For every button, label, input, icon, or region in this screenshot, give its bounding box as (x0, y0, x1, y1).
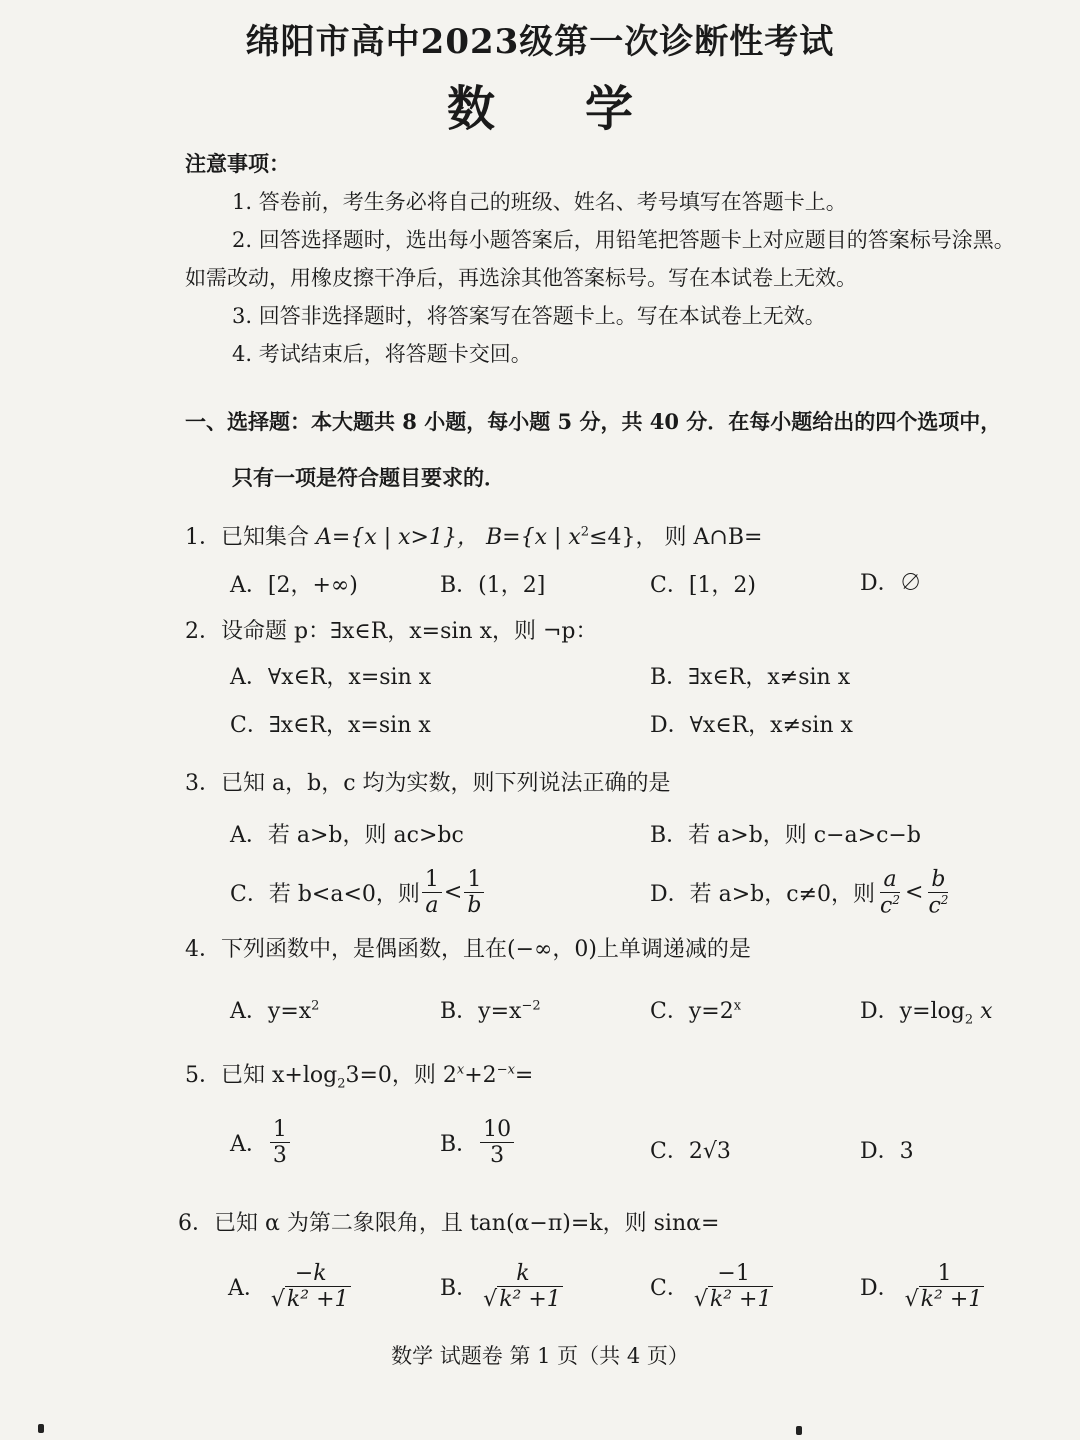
q3-option-b: B．若 a>b，则 c−a>c−b (650, 823, 921, 848)
q4-option-b: B．$y=x^{-2}$ (440, 998, 541, 1024)
q3-option-d: D．若 a>b，c≠0，则 $\frac{a}{c^2}$ < $\frac{b}{c^2}$ (650, 868, 953, 918)
q5-number: 5． (185, 1063, 221, 1088)
q6-option-a: A． $\frac{-k}{\text{√k² +1}}$ (228, 1261, 349, 1313)
q5-option-c: C．2√3 (650, 1139, 731, 1164)
fraction-b-over-c2: $\frac{b}{c^2}$ (928, 867, 949, 919)
q2-option-c: C．∃x∈R，x=sin x (230, 713, 431, 738)
q3-number: 3． (185, 771, 221, 796)
fraction-a-over-c2: $\frac{a}{c^2}$ (880, 867, 900, 919)
q4-number: 4． (185, 937, 221, 962)
q1-option-c: C．[1，2) (650, 573, 756, 598)
notice-item-3: 3. 回答非选择题时，将答案写在答题卡上。写在本试卷上无效。 (232, 304, 826, 328)
q6-stem: 已知 α 为第二象限角，且 tan(α−π)=k，则 sinα= (214, 1211, 720, 1236)
q1-option-a: A．[2，+∞) (230, 573, 358, 598)
q2-number: 2． (185, 619, 221, 644)
q1-set-b: B={x | x (485, 525, 581, 550)
q4-option-d: D．$y=\log_2$ x (860, 999, 993, 1028)
q6-option-c: C． $\frac{-1}{\text{√k² +1}}$ (650, 1261, 772, 1313)
notice-item-2-cont: 如需改动，用橡皮擦干净后，再选涂其他答案标号。写在本试卷上无效。 (185, 266, 857, 290)
q3-option-c: C．若 b<a<0，则 $\frac{1}{a}$ < $\frac{1}{b}$ (230, 868, 486, 917)
notice-item-4: 4. 考试结束后，将答题卡交回。 (232, 342, 532, 366)
q3-option-a: A．若 a>b，则 ac>bc (230, 823, 464, 848)
page-footer: 数学 试题卷 第 1 页（共 4 页） (391, 1344, 689, 1368)
subject-heading (0, 70, 1080, 139)
q3-option-d-text: D．若 a>b，c≠0，则 (650, 882, 876, 908)
fraction-1-over-3: $\frac{1}{3}$ (270, 1118, 290, 1167)
notice-heading: 注意事项： (185, 151, 290, 176)
section-heading-line1: 一、选择题：本大题共 8 小题，每小题 5 分，共 40 分．在每小题给出的四个选项中， (185, 409, 1002, 434)
question-4 (185, 932, 751, 963)
q1-set-b-tail: ≤4}， (589, 525, 658, 550)
fraction-10-over-3: $\frac{10}{3}$ (480, 1118, 514, 1167)
q6-option-b: B． $\frac{k}{\text{√k² +1}}$ (440, 1261, 561, 1313)
question-2 (185, 614, 598, 645)
q1-option-b: B．(1，2] (440, 573, 546, 598)
subject-char-1: 数 (446, 81, 495, 137)
q1-tail: 则 A∩B= (664, 525, 763, 550)
q1-option-d: D．∅ (860, 571, 922, 596)
q1-stem: 已知集合 (221, 525, 310, 550)
exam-title: 绵阳市高中2023级第一次诊断性考试 (245, 22, 835, 62)
q2-stem: 设命题 p：∃x∈R，x=sin x，则 ¬p： (221, 619, 598, 644)
q2-option-d: D．∀x∈R，x≠sin x (650, 713, 853, 738)
q3-option-c-text: C．若 b<a<0，则 (230, 882, 420, 908)
q6-number: 6． (178, 1211, 214, 1236)
question-5: 5．已知 $x+\log_23=0$，则 $2^x+2^{-x}=$ (185, 1062, 534, 1092)
q1-set-a: A={x | x>1}， (316, 525, 479, 550)
q3-stem: 已知 a，b，c 均为实数，则下列说法正确的是 (221, 771, 671, 796)
question-1: 1．已知集合 A={x | x>1}， B={x | $x^2\le 4$}， 则 A∩B= (185, 524, 763, 550)
q1-number: 1． (185, 525, 221, 550)
subject-char-2: 学 (585, 81, 634, 137)
fraction-1-over-a: $\frac{1}{a}$ (422, 868, 442, 917)
scan-speck (796, 1426, 802, 1435)
q2-option-a: A．∀x∈R，x=sin x (230, 665, 432, 690)
q2-option-b: B．∃x∈R，x≠sin x (650, 665, 851, 690)
q6-option-d: D． $\frac{1}{\text{√k² +1}}$ (860, 1261, 983, 1313)
scan-speck (38, 1424, 44, 1433)
notice-item-2: 2. 回答选择题时，选出每小题答案后，用铅笔把答题卡上对应题目的答案标号涂黑。 (232, 228, 1015, 252)
q4-stem: 下列函数中，是偶函数，且在(−∞，0)上单调递减的是 (221, 937, 751, 962)
question-6 (178, 1206, 719, 1237)
q4-option-a: A．$y=x^2$ (230, 998, 320, 1024)
q4-option-c: C．$y=2^x$ (650, 998, 742, 1024)
fraction-1-over-b: $\frac{1}{b}$ (464, 868, 484, 917)
q5-option-b: B． $\frac{10}{3}$ (440, 1118, 516, 1167)
question-3 (185, 766, 671, 797)
q5-option-d: D．3 (860, 1139, 914, 1164)
section-heading-line2: 只有一项是符合题目要求的． (232, 465, 505, 490)
q5-option-a: A． $\frac{1}{3}$ (230, 1118, 292, 1167)
notice-item-1: 1. 答卷前，考生务必将自己的班级、姓名、考号填写在答题卡上。 (232, 190, 847, 214)
